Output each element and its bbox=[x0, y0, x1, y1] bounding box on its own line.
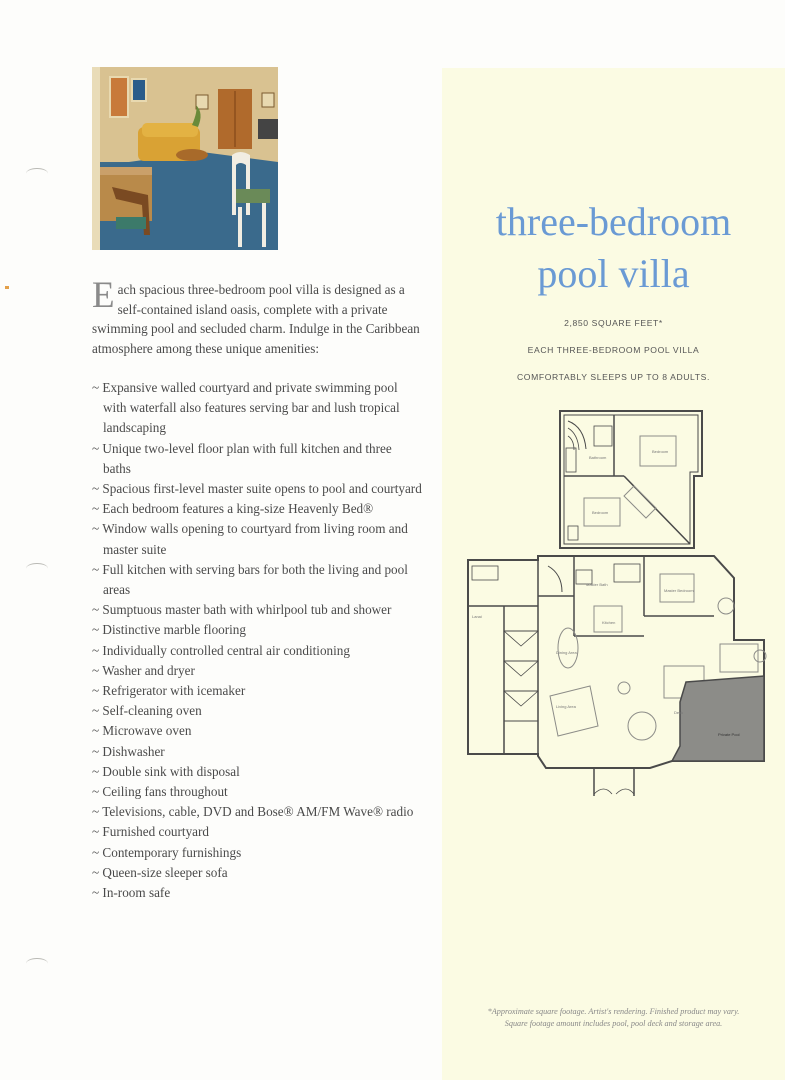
villa-info-panel bbox=[442, 68, 785, 1080]
villa-specs bbox=[442, 318, 785, 399]
amenity-item: ~ Furnished courtyard bbox=[92, 824, 210, 840]
binder-hole-bottom bbox=[26, 958, 48, 969]
villa-title-line2: pool villa bbox=[537, 251, 690, 296]
amenity-item: ~ Distinctive marble flooring bbox=[92, 622, 246, 638]
amenity-item: ~ Sumptuous master bath with whirlpool tub and shower bbox=[92, 602, 392, 618]
amenity-item: ~ Window walls opening to courtyard from living room and master suite bbox=[92, 521, 408, 557]
svg-text:Deck: Deck bbox=[674, 710, 684, 715]
amenity-item: ~ Full kitchen with serving bars for both the living and pool areas bbox=[92, 561, 408, 598]
amenity-item: ~ Microwave oven bbox=[92, 723, 192, 739]
amenity-item: ~ Contemporary furnishings bbox=[92, 844, 242, 860]
living-room-photo bbox=[92, 67, 278, 250]
square-feet: 2,850 SQUARE FEET* bbox=[564, 318, 663, 328]
amenity-item: ~ Unique two-level floor plan with full kitchen and three baths bbox=[92, 440, 392, 476]
amenity-item: ~ Expansive walled courtyard and private swimming pool with waterfall also features serving bar and lush tropical landscaping bbox=[92, 380, 400, 436]
villa-title-line1: three-bedroom bbox=[495, 199, 732, 244]
each-villa-text: EACH THREE-BEDROOM POOL VILLA bbox=[527, 345, 700, 355]
svg-text:Master Bedroom: Master Bedroom bbox=[664, 588, 694, 593]
svg-text:Bathroom: Bathroom bbox=[589, 455, 607, 460]
intro-paragraph bbox=[92, 275, 422, 358]
svg-text:Living Area: Living Area bbox=[556, 704, 576, 709]
amenity-item: ~ Spacious first-level master suite opens to pool and courtyard bbox=[92, 481, 422, 497]
amenity-item: ~ Double sink with disposal bbox=[92, 763, 240, 779]
intro-text: ach spacious three-bedroom pool villa is designed as a self-contained island oasis, complete with a private swimming pool and secluded charm. Indulge in the Caribbean atmosphere among these unique amenities: bbox=[92, 282, 420, 356]
villa-title bbox=[442, 196, 785, 300]
amenity-item: ~ Each bedroom features a king-size Heavenly Bed® bbox=[92, 501, 374, 517]
amenity-item: ~ Self-cleaning oven bbox=[92, 703, 202, 719]
amenity-item: ~ In-room safe bbox=[92, 885, 171, 901]
amenity-item: ~ Individually controlled central air conditioning bbox=[92, 642, 350, 658]
amenity-item: ~ Refrigerator with icemaker bbox=[92, 683, 246, 699]
binder-hole-top bbox=[26, 168, 48, 179]
amenities-list bbox=[92, 378, 422, 903]
amenity-item: ~ Washer and dryer bbox=[92, 662, 195, 678]
sleeps-text: COMFORTABLY SLEEPS UP TO 8 ADULTS. bbox=[517, 372, 710, 382]
svg-text:Dining Area: Dining Area bbox=[556, 650, 577, 655]
intro-drop-cap: E bbox=[92, 275, 115, 316]
footnote-line1: *Approximate square footage. Artist's rendering. Finished product may vary. bbox=[487, 1007, 740, 1016]
svg-text:Bedroom: Bedroom bbox=[652, 449, 669, 454]
amenity-item: ~ Queen-size sleeper sofa bbox=[92, 864, 228, 880]
footnote bbox=[442, 1006, 785, 1030]
binder-hole-middle bbox=[26, 563, 48, 574]
amenity-item: ~ Ceiling fans throughout bbox=[92, 784, 228, 800]
upper-level-plan bbox=[560, 411, 702, 548]
footnote-line2: Square footage amount includes pool, pool deck and storage area. bbox=[504, 1019, 723, 1028]
floor-plan bbox=[464, 406, 769, 881]
margin-mark bbox=[5, 286, 9, 289]
svg-text:Bedroom: Bedroom bbox=[592, 510, 609, 515]
svg-text:Private Pool: Private Pool bbox=[718, 732, 740, 737]
amenity-item: ~ Televisions, cable, DVD and Bose® AM/FM Wave® radio bbox=[92, 804, 414, 820]
amenity-item: ~ Dishwasher bbox=[92, 743, 165, 759]
svg-text:Lanai: Lanai bbox=[472, 614, 482, 619]
svg-text:Master Bath: Master Bath bbox=[586, 582, 608, 587]
svg-text:Kitchen: Kitchen bbox=[602, 620, 616, 625]
